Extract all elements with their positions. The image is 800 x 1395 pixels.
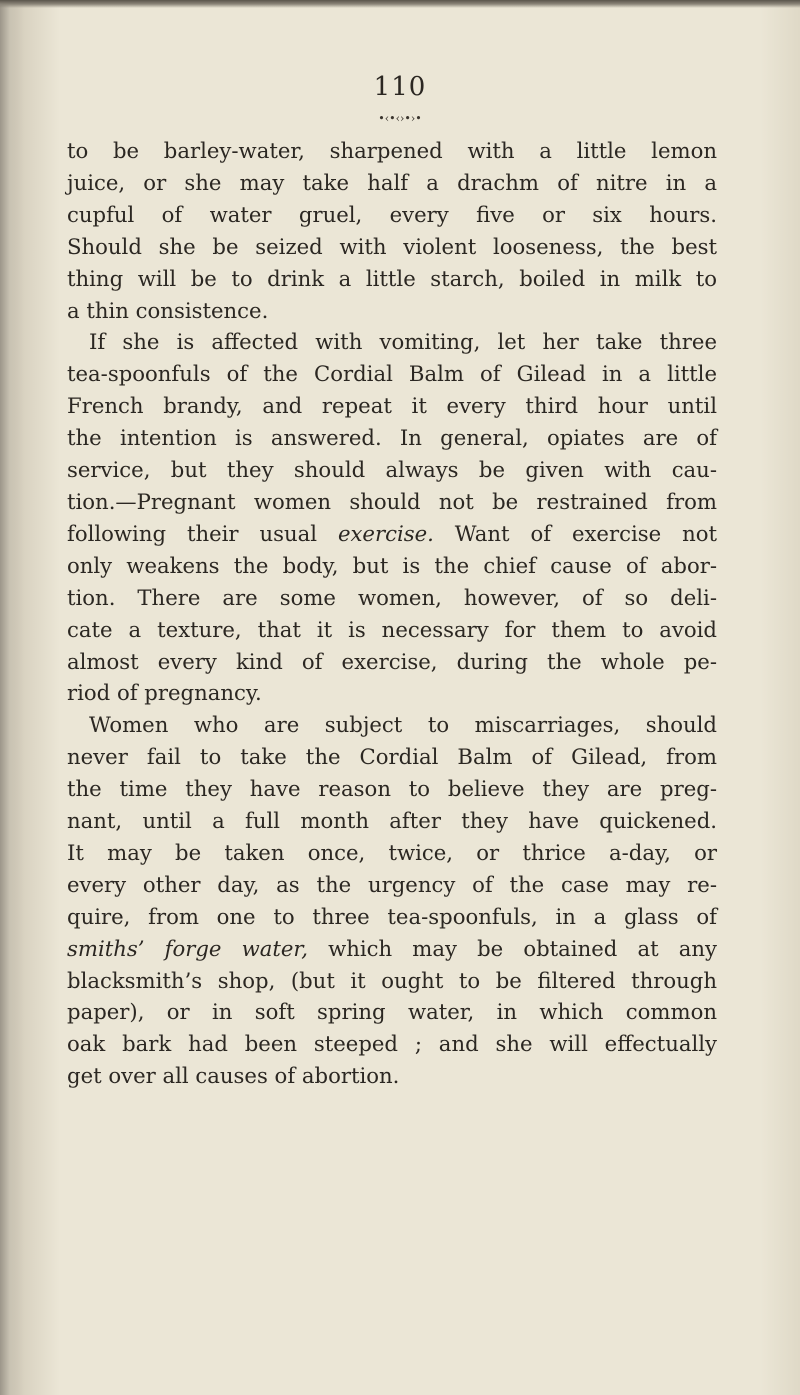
text-line: the intention is answered. In general, opiates are of [67, 425, 717, 451]
text-line: every other day, as the urgency of the case may re- [67, 871, 717, 897]
italic-text: smiths’ forge water, [67, 935, 308, 961]
page-number: 110 [373, 72, 427, 102]
text-line: thing will be to drink a little starch, boiled in milk to [67, 265, 717, 291]
text-line: tea-spoonfuls of the Cordial Balm of Gilead in a little [67, 361, 717, 387]
text-line: juice, or she may take half a drachm of nitre in a [67, 169, 717, 195]
text-line: tion.—Pregnant women should not be restrained from [67, 488, 717, 514]
text-line: paper), or in soft spring water, in which common [67, 999, 717, 1025]
text-line: quire, from one to three tea-spoonfuls, in a glass of [67, 903, 717, 929]
text-run: Want of exercise not [433, 520, 717, 546]
text-line: never fail to take the Cordial Balm of Gilead, from [67, 744, 717, 770]
text-line: service, but they should always be given with cau- [67, 457, 717, 483]
text-line: blacksmith’s shop, (but it ought to be filtered through [67, 967, 717, 993]
text-line: almost every kind of exercise, during the whole pe- [67, 648, 717, 674]
text-line [67, 518, 717, 550]
italic-text: exercise. [337, 520, 434, 546]
header-ornament: •‹•‹›•›• [378, 112, 422, 125]
text-line: nant, until a full month after they have quickened. [67, 808, 717, 834]
text-line: Should she be seized with violent looseness, the best [67, 233, 717, 259]
text-run: which may be obtained at any [307, 935, 717, 961]
text-line: It may be taken once, twice, or thrice a-day, or [67, 839, 717, 865]
text-line [67, 933, 717, 965]
page-top-shadow [0, 0, 800, 8]
text-run: following their usual [67, 520, 338, 546]
text-line: tion. There are some women, however, of so deli- [67, 584, 717, 610]
text-line: oak bark had been steeped ; and she will effectually [67, 1031, 717, 1057]
text-line: get over all causes of abortion. [67, 1063, 400, 1089]
text-line: French brandy, and repeat it every third hour until [67, 393, 717, 419]
text-line: cate a texture, that it is necessary for them to avoid [67, 616, 717, 642]
body-text [67, 135, 717, 1092]
text-line: the time they have reason to believe they are preg- [67, 776, 717, 802]
text-line: only weakens the body, but is the chief cause of abor- [67, 552, 717, 578]
text-line: riod of pregnancy. [67, 680, 262, 706]
text-line: cupful of water gruel, every five or six hours. [67, 201, 717, 227]
text-line: a thin consistence. [67, 297, 269, 323]
text-line: Women who are subject to miscarriages, should [89, 712, 717, 738]
page-gutter-shadow [0, 0, 24, 1395]
text-line: If she is affected with vomiting, let her take three [89, 329, 717, 355]
text-line: to be barley-water, sharpened with a little lemon [67, 138, 717, 163]
